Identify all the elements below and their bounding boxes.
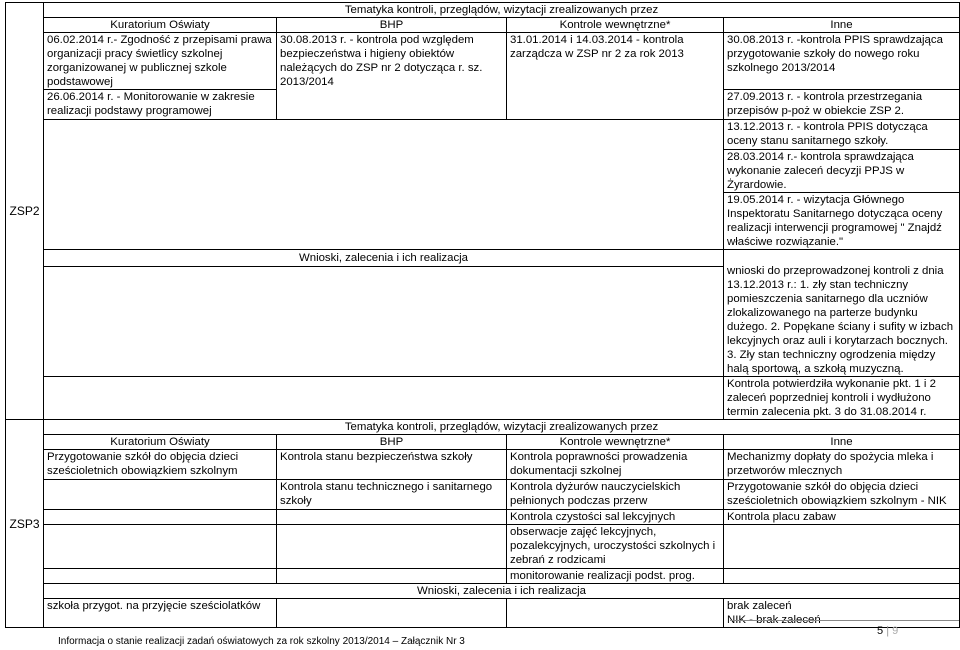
zsp3-wnioski-inne-item: NIK - brak zaleceń xyxy=(727,614,821,626)
zsp3-kuratorium-item xyxy=(44,569,277,584)
page-total: 9 xyxy=(892,625,899,637)
zsp2-kuratorium-item: 26.06.2014 r. - Monitorowanie w zakresie realizacji podstawy programowej xyxy=(44,90,277,120)
zsp2-wnioski-inne xyxy=(724,250,960,377)
column-header-bhp: BHP xyxy=(277,435,507,450)
column-header-inne: Inne xyxy=(724,435,960,450)
column-header-bhp: BHP xyxy=(277,18,507,33)
zsp3-kuratorium-item xyxy=(44,525,277,569)
zsp3-kuratorium-item xyxy=(44,510,277,525)
zsp3-wewnetrzne-item: Kontrola czystości sal lekcyjnych xyxy=(507,510,724,525)
zsp3-bhp-item: Kontrola stanu technicznego i sanitarnego szkoły xyxy=(277,480,507,510)
school-label-zsp3: ZSP3 xyxy=(6,420,44,628)
zsp3-bhp-item xyxy=(277,569,507,584)
zsp3-bhp-item: Kontrola stanu bezpieczeństwa szkoły xyxy=(277,450,507,480)
zsp3-wnioski-label: Wnioski, zalecenia i ich realizacja xyxy=(44,584,960,599)
zsp3-inne-item xyxy=(724,569,960,584)
zsp2-wnioski-empty-2 xyxy=(44,377,724,420)
page-number xyxy=(877,625,898,638)
zsp2-inne-item: 13.12.2013 r. - kontrola PPIS dotycząca oceny stanu sanitarnego szkoły. xyxy=(724,120,960,150)
zsp2-wnioski-text: wnioski do przeprowadzonej kontroli z dnia 13.12.2013 r.: 1. zły stan techniczny pomieszczenia sanitarnego dla uczniów zlokalizowanego na parterze budynku dużego. 2. Popękane ściany i sufity w izbach lekcyjnych oraz auli i korytarzach bocznych. 3. Zły stan techniczny ogrodzenia między halą sportową, a szkołą muzyczną. xyxy=(727,265,954,375)
column-header-kuratorium: Kuratorium Oświaty xyxy=(44,435,277,450)
zsp2-inne-item: 30.08.2013 r. -kontrola PPIS sprawdzająca przygotowanie szkoły do nowego roku szkolnego 2013/2014 xyxy=(724,33,960,90)
zsp3-kuratorium-item xyxy=(44,480,277,510)
zsp3-kuratorium-item: Przygotowanie szkół do objęcia dzieci sześcioletnich obowiązkiem szkolnym xyxy=(44,450,277,480)
zsp3-wnioski-inne-item: brak zaleceń xyxy=(727,600,792,612)
zsp2-inne-item: 28.03.2014 r.- kontrola sprawdzająca wykonanie zaleceń decyzji PPJS w Żyrardowie. xyxy=(724,150,960,193)
zsp3-bhp-item xyxy=(277,510,507,525)
footer-rule xyxy=(730,620,959,621)
page-current: 5 xyxy=(877,625,884,637)
zsp3-inne-item: Kontrola placu zabaw xyxy=(724,510,960,525)
zsp3-wnioski-wewnetrzne xyxy=(507,599,724,628)
zsp2-wnioski-label: Wnioski, zalecenia i ich realizacja xyxy=(44,250,724,267)
column-header-kontrole-wewnetrzne: Kontrole wewnętrzne* xyxy=(507,435,724,450)
zsp3-wewnetrzne-item: Kontrola dyżurów nauczycielskich pełnionych podczas przerw xyxy=(507,480,724,510)
zsp2-inne-item: 19.05.2014 r. - wizytacja Głównego Inspektoratu Sanitarnego dotycząca oceny realizacji interwencji programowej " Znajdź właściwe rozwiązanie." xyxy=(724,193,960,250)
section-title-zsp2: Tematyka kontroli, przeglądów, wizytacji zrealizowanych przez xyxy=(44,3,960,18)
column-header-inne: Inne xyxy=(724,18,960,33)
zsp2-wnioski-empty xyxy=(44,266,724,376)
zsp3-bhp-item xyxy=(277,525,507,569)
controls-table xyxy=(5,2,960,628)
zsp3-wewnetrzne-item: obserwacje zajęć lekcyjnych, pozalekcyjnych, uroczystości szkolnych i zebrań z rodzicami xyxy=(507,525,724,569)
zsp3-wnioski-inne xyxy=(724,599,960,628)
zsp3-wewnetrzne-item: monitorowanie realizacji podst. prog. xyxy=(507,569,724,584)
zsp3-wnioski-kuratorium: szkoła przygot. na przyjęcie sześciolatków xyxy=(44,599,277,628)
zsp3-wnioski-bhp xyxy=(277,599,507,628)
zsp3-wewnetrzne-item: Kontrola poprawności prowadzenia dokumentacji szkolnej xyxy=(507,450,724,480)
zsp2-bhp-item: 30.08.2013 r. - kontrola pod względem bezpieczeństwa i higieny obiektów należących do ZSP nr 2 dotycząca r. sz. 2013/2014 xyxy=(277,33,507,120)
zsp3-inne-item: Mechanizmy dopłaty do spożycia mleka i przetworów mlecznych xyxy=(724,450,960,480)
column-header-kuratorium: Kuratorium Oświaty xyxy=(44,18,277,33)
page-separator: | xyxy=(886,625,890,637)
zsp2-empty-area xyxy=(44,120,724,250)
zsp2-wnioski-realizacja: Kontrola potwierdziła wykonanie pkt. 1 i 2 zaleceń poprzedniej kontroli i wydłużono termin zalecenia pkt. 3 do 31.08.2014 r. xyxy=(724,377,960,420)
zsp3-inne-item: Przygotowanie szkół do objęcia dzieci sześcioletnich obowiązkiem szkolnym - NIK xyxy=(724,480,960,510)
zsp2-wewnetrzne-item: 31.01.2014 i 14.03.2014 - kontrola zarządcza w ZSP nr 2 za rok 2013 xyxy=(507,33,724,120)
zsp2-kuratorium-item: 06.02.2014 r.- Zgodność z przepisami prawa organizacji pracy świetlicy szkolnej zorganizowanej w publicznej szkole podstawowej xyxy=(44,33,277,90)
column-header-kontrole-wewnetrzne: Kontrole wewnętrzne* xyxy=(507,18,724,33)
zsp2-inne-item: 27.09.2013 r. - kontrola przestrzegania przepisów p-poż w obiekcie ZSP 2. xyxy=(724,90,960,120)
zsp3-inne-item xyxy=(724,525,960,569)
section-title-zsp3: Tematyka kontroli, przeglądów, wizytacji zrealizowanych przez xyxy=(44,420,960,435)
footer-text: Informacja o stanie realizacji zadań oświatowych za rok szkolny 2013/2014 – Załącznik Nr 3 xyxy=(58,636,465,647)
school-label-zsp2: ZSP2 xyxy=(6,3,44,420)
